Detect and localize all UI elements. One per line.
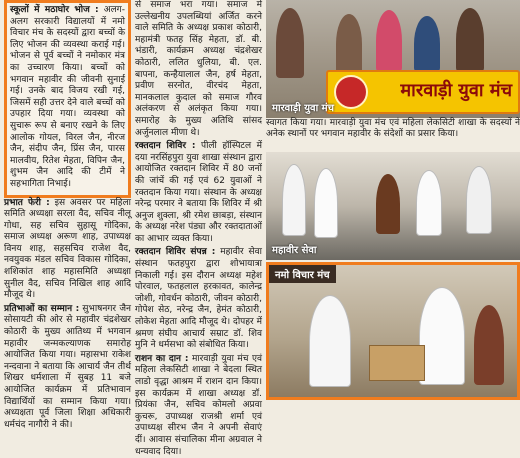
person-figure [309,295,351,387]
col2-para1-text: से समाज भरा गया। समाज में उल्लेखनीय उपलब्धियां अर्जित करने वाले समिति के अध्यक्ष प्रकाश कोठारी, महामंत्री फतह सिंह मेहता, डॉ. बी. भंडारी, कार्यक्रम अध्यक्ष चंद्रशेखर कोठारी, ललित धुलिया, बी. एल. बापना, कन्हैयालाल जैन, हर्ष मेहता, प्रवीण सरनोत, वीरचंद मेहता, मानकलाल कुदाल को समाज गौरव अलंकरण से अलंकृत किया गया। समारोह के मुख्य अतिथि सांसद अर्जुनलाल मीणा थे। [135,0,262,138]
col2-paragraph-4 [135,354,262,458]
ration-box [369,345,425,381]
col1-paragraph-2 [4,198,131,302]
person-figure [282,164,306,236]
col1-para3-text: सुभाषनगर जैन सोसायटी की ओर से महावीर चंद्रशेखर कोठारी के मुख्य आतिथ्य में भगवान महावीर जन्मकल्याणक समारोह आयोजित किया गया। महासभा राकेश नन्दवाना ने बताया कि आचार्य जैन तीर्थ शिखर धर्मशाला में सुबह 11 बजे आयोजित कार्यक्रम में प्रतिभावान विद्यार्थियों का सम्मान किया गया। अध्यक्षता पूर्व जिला शिक्षा अधिकारी धर्मचंद नागौरी ने की। [4,303,131,430]
col2-paragraph-1 [135,0,262,139]
box-text: अलग-अलग सरकारी विद्यालयों में नमो विचार मंच के सदस्यों द्वारा बच्चों के लिए भोजन की व्यवस्था कराई गई। भोजन से पूर्व बच्चों ने नमोकार मंत्र का उच्चारण किया। बच्चों को भगवान महावीर की जीवनी सुनाई गई। उनके बाद विजय रखी गई, जिसमें सही उत्तर देने वाले बच्चों को उपहार दिया गया। व्यवस्था को सुचारू रूप से बनाए रखने के लिए आलोक गोयल, विरल जैन, नीरज जैन, संदीप जैन, प्रिंस जैन, पारस मालवीय, रितेश मेहता, विपिन जैन, शुभम जैन आदि की टीमें ने सहभागिता निभाई। [10,5,125,189]
photo3-label: नमो विचार मंच [269,265,336,283]
banner-text: मारवाड़ी युवा मंच [400,80,512,101]
column-3-photos [266,0,520,400]
col2-paragraph-3 [135,247,262,351]
person-figure [276,8,304,78]
photo-group-banner [266,0,520,118]
col2-para4-heading: राशन का दान : [135,353,189,364]
col2-para2-heading: रक्तदान शिविर : [135,141,196,152]
col2-para3-text: महावीर सेवा संस्थान फतहपुरा द्वारा शोभायात्रा निकाली गई। इस दौरान अध्यक्ष महेश पोरवाल, फतहलाल हरकावत, कालेन्द्र जोशी, गोवर्धन कोठारी, जीवन कोठारी, गोपेश सेठ, नरेन्द्र जैन, हेमंत कोठारी, लोकेश मेहता आदि मौजूद थे। दोपहर में श्रमण संघीय आचार्य सम्राट डॉ. शिव मुनि ने धर्मसभा को संबोधित किया। [135,247,262,351]
column-1 [4,0,131,430]
col3-mid-text: स्वागत किया गया। मारवाड़ी युवा मंच एवं महिला लेकसिटी शाखा के सदस्यों ने अनेक स्थानों पर भगवान महावीर के संदेशों का प्रसार किया। [266,118,520,140]
col2-para2-text: पीली हॉस्पिटल में दया नरसिंहपुरा युवा शाखा संस्थान द्वारा आयोजित रक्तदान शिविर में 80 जनों की जांचें की गई एवं 62 युवाओं ने रक्तदान किया गया। संस्थान के अध्यक्ष नरेन्द्र परमार ने बताया कि शिविर में श्री अनुज शुक्ला, श्री रमेश छाबड़ा, संस्थान के अध्यक्ष नरेश पंड्या और रक्तदाताओं का आभार व्यक्त किया। [135,141,262,244]
col2-para4-text: मारवाड़ी युवा मंच एवं महिला लेकसिटी शाखा ने बेदला स्थित लाडो वृद्धा आश्रम में राशन दान किया। इस कार्यक्रम में शाखा अध्यक्ष डॉ. प्रियंका जैन, सचिव कोमलो अप्रवा कुचरू, उपाध्यक्ष राजश्री शर्मा एवं उपाध्यक्ष सीरभ जैन ने अपनी सेवाएं दीं। आवास संचालिका मीना अग्रवाल ने धन्यवाद दिया। [135,353,262,457]
person-figure [336,14,362,74]
banner [326,70,520,114]
person-figure [376,10,402,72]
person-figure [376,174,400,234]
col1-paragraph-3 [4,304,131,432]
box-paragraph [10,5,125,191]
photo1-caption: मारवाड़ी युवा मंच [272,103,334,114]
photo2-caption: महावीर सेवा [272,245,317,256]
person-figure [314,168,338,238]
col2-paragraph-2 [135,141,262,245]
box-heading: स्कूलों में मठाघोर भोज : [10,5,99,15]
person-figure [456,8,484,72]
logo-icon [334,75,368,109]
person-figure [466,166,492,234]
person-figure [474,305,504,385]
col1-para2-text: इस अवसर पर महिला समिति अध्यक्षा सरला वैद, सचिव नीलू गोधा, सह सचिव सुहासू गोदिका, समाज अध्यक्ष अरूण शाह, उपाध्यक्ष विनय शाह, सहसचिव राजेश वैद, नवयुवक मंडल सचिव विकास गोदिका, शशिकांत शाह महासमिति अध्यक्षा सुनील वैद, सचिव निखिल शाह आदि मौजूद थे। [4,197,131,301]
highlight-box [4,0,131,198]
column-2 [135,0,262,457]
photo-donation [266,262,520,400]
person-figure [416,170,442,236]
person-figure [419,287,465,385]
col2-para3-heading: रक्तदान शिविर संपन्न : [135,247,216,258]
col1-para3-heading: प्रतिभाओं का सम्मान : [4,303,80,314]
col1-para2-heading: प्रभात फेरी : [4,197,50,208]
person-figure [414,16,440,72]
photo-group-rally [266,152,520,260]
